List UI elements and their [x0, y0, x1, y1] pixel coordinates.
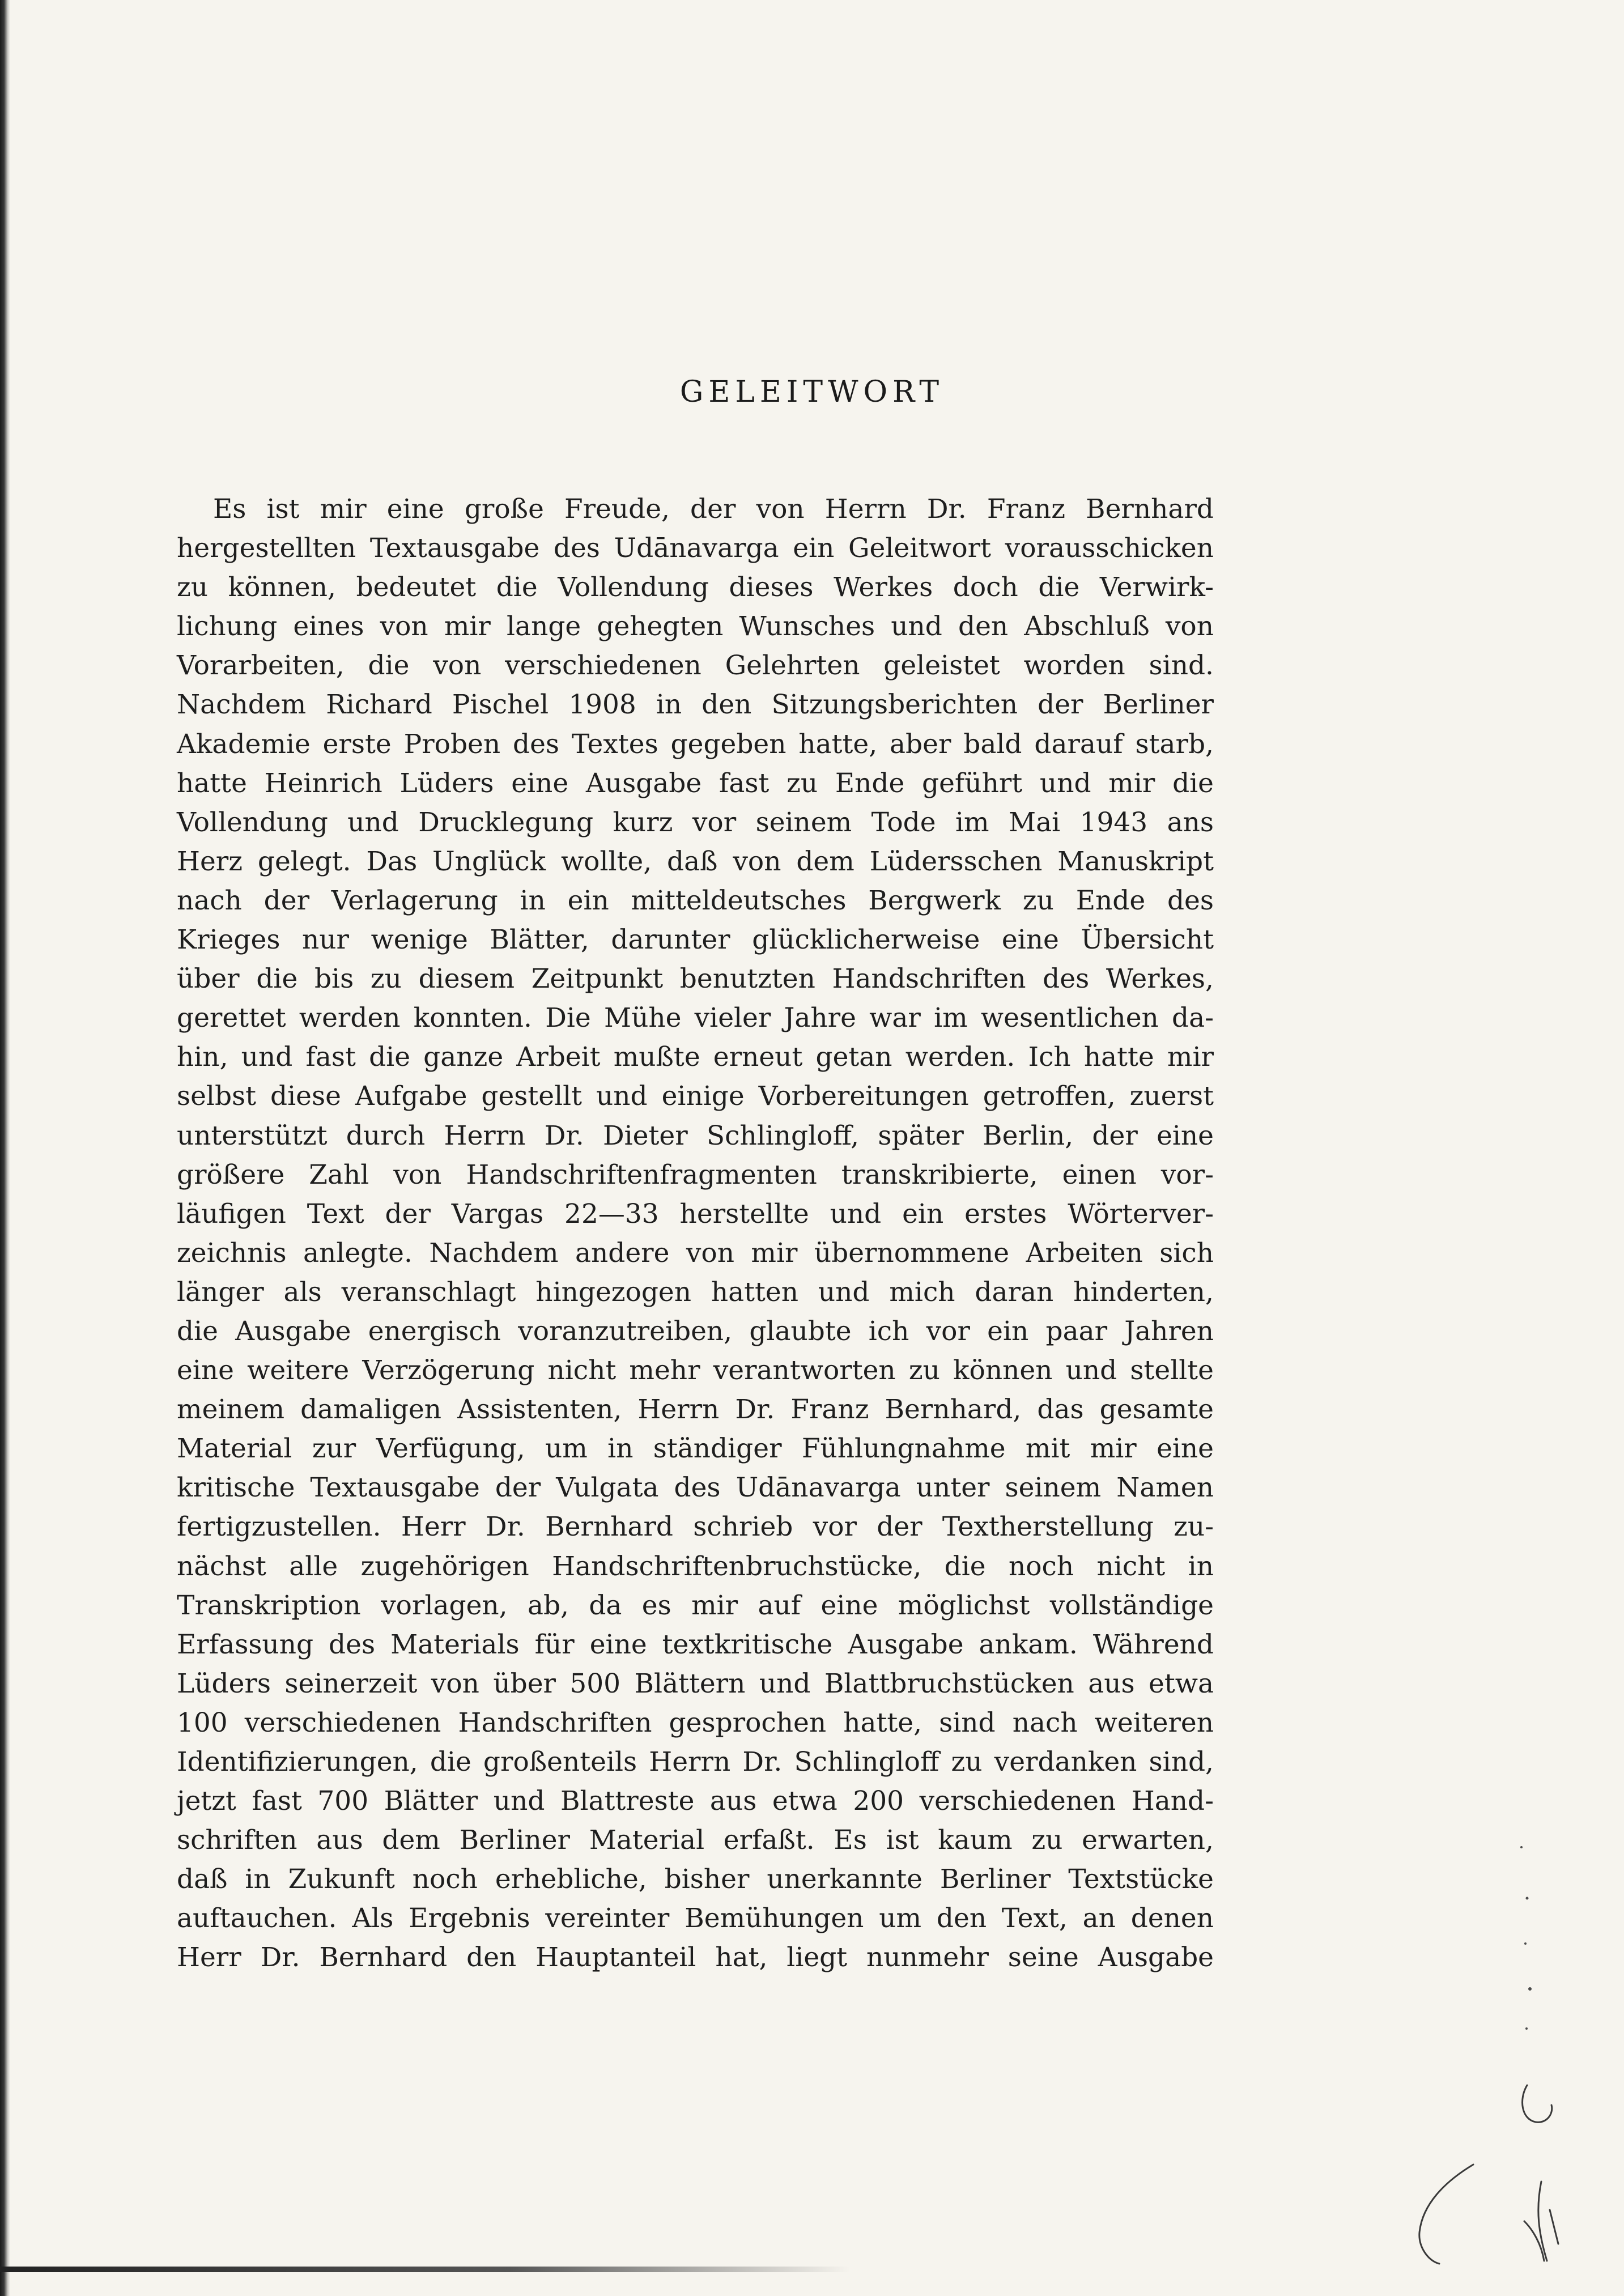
- text-line: kritische Textausgabe der Vulgata des Udānavarga unter seinem Namen: [177, 1472, 1214, 1504]
- binding-shadow: [0, 0, 10, 2296]
- text-line: die Ausgabe energisch voranzutreiben, glaubte ich vor ein paar Jahren: [177, 1315, 1214, 1347]
- text-line: daß in Zukunft noch erhebliche, bisher unerkannte Berliner Textstücke: [177, 1864, 1214, 1895]
- text-line: gerettet werden konnten. Die Mühe vieler Jahre war im wesentlichen da-: [177, 1002, 1214, 1034]
- foreword-paragraph: [177, 490, 1214, 1978]
- text-line: Identifizierungen, die großenteils Herrn Dr. Schlingloff zu verdanken sind,: [177, 1746, 1214, 1778]
- text-line: länger als veranschlagt hingezogen hatten und mich daran hinderten,: [177, 1276, 1214, 1308]
- text-line: schriften aus dem Berliner Material erfaßt. Es ist kaum zu erwarten,: [177, 1825, 1214, 1856]
- text-line: läufigen Text der Vargas 22—33 herstellte und ein erstes Wörterver-: [177, 1198, 1214, 1230]
- text-line: Lüders seinerzeit von über 500 Blättern und Blattbruchstücken aus etwa: [177, 1668, 1214, 1699]
- scan-specks-decoration: [1405, 1813, 1592, 2267]
- text-line: Herz gelegt. Das Unglück wollte, daß von dem Lüdersschen Manuskript: [177, 845, 1214, 877]
- page-heading: GELEITWORT: [679, 375, 945, 409]
- text-line: hatte Heinrich Lüders eine Ausgabe fast zu Ende geführt und mir die: [177, 767, 1214, 799]
- text-line: Material zur Verfügung, um in ständiger Fühlungnahme mit mir eine: [177, 1433, 1214, 1465]
- text-line: eine weitere Verzögerung nicht mehr verantworten zu können und stellte: [177, 1355, 1214, 1387]
- text-line: Erfassung des Materials für eine textkritische Ausgabe ankam. Während: [177, 1629, 1214, 1660]
- text-line: jetzt fast 700 Blätter und Blattreste aus etwa 200 verschiedenen Hand-: [177, 1785, 1214, 1817]
- text-line: hin, und fast die ganze Arbeit mußte erneut getan werden. Ich hatte mir: [177, 1041, 1214, 1073]
- text-line: fertigzustellen. Herr Dr. Bernhard schrieb vor der Textherstellung zu-: [177, 1511, 1214, 1543]
- text-line: auftauchen. Als Ergebnis vereinter Bemühungen um den Text, an denen: [177, 1903, 1214, 1934]
- text-line: Herr Dr. Bernhard den Hauptanteil hat, liegt nunmehr seine Ausgabe: [177, 1942, 1214, 1974]
- text-line: über die bis zu diesem Zeitpunkt benutzten Handschriften des Werkes,: [177, 963, 1214, 995]
- text-line: zu können, bedeutet die Vollendung dieses Werkes doch die Verwirk-: [177, 572, 1214, 603]
- text-line: zeichnis anlegte. Nachdem andere von mir übernommene Arbeiten sich: [177, 1237, 1214, 1269]
- text-line: nach der Verlagerung in ein mitteldeutsches Bergwerk zu Ende des: [177, 885, 1214, 916]
- text-line: 100 verschiedenen Handschriften gesprochen hatte, sind nach weiteren: [177, 1707, 1214, 1738]
- text-line: Nachdem Richard Pischel 1908 in den Sitzungsberichten der Berliner: [177, 689, 1214, 721]
- text-line: Akademie erste Proben des Textes gegeben hatte, aber bald darauf starb,: [177, 728, 1214, 760]
- text-line: meinem damaligen Assistenten, Herrn Dr. Franz Bernhard, das gesamte: [177, 1394, 1214, 1426]
- text-line: lichung eines von mir lange gehegten Wunsches und den Abschluß von: [177, 611, 1214, 643]
- text-line: selbst diese Aufgabe gestellt und einige Vorbereitungen getroffen, zuerst: [177, 1081, 1214, 1112]
- text-line: Vorarbeiten, die von verschiedenen Gelehrten geleistet worden sind.: [177, 650, 1214, 682]
- text-line: Es ist mir eine große Freude, der von Herrn Dr. Franz Bernhard: [213, 494, 1214, 525]
- text-line: unterstützt durch Herrn Dr. Dieter Schlingloff, später Berlin, der eine: [177, 1120, 1214, 1151]
- text-line: Vollendung und Drucklegung kurz vor seinem Tode im Mai 1943 ans: [177, 806, 1214, 838]
- text-line: hergestellten Textausgabe des Udānavarga ein Geleitwort vorausschicken: [177, 533, 1214, 564]
- bottom-edge-shadow: [0, 2267, 850, 2272]
- text-line: Krieges nur wenige Blätter, darunter glücklicherweise eine Übersicht: [177, 924, 1214, 956]
- text-line: größere Zahl von Handschriftenfragmenten transkribierte, einen vor-: [177, 1159, 1214, 1190]
- text-line: nächst alle zugehörigen Handschriftenbruchstücke, die noch nicht in: [177, 1550, 1214, 1582]
- text-line: Transkription vorlagen, ab, da es mir auf eine möglichst vollständige: [177, 1589, 1214, 1621]
